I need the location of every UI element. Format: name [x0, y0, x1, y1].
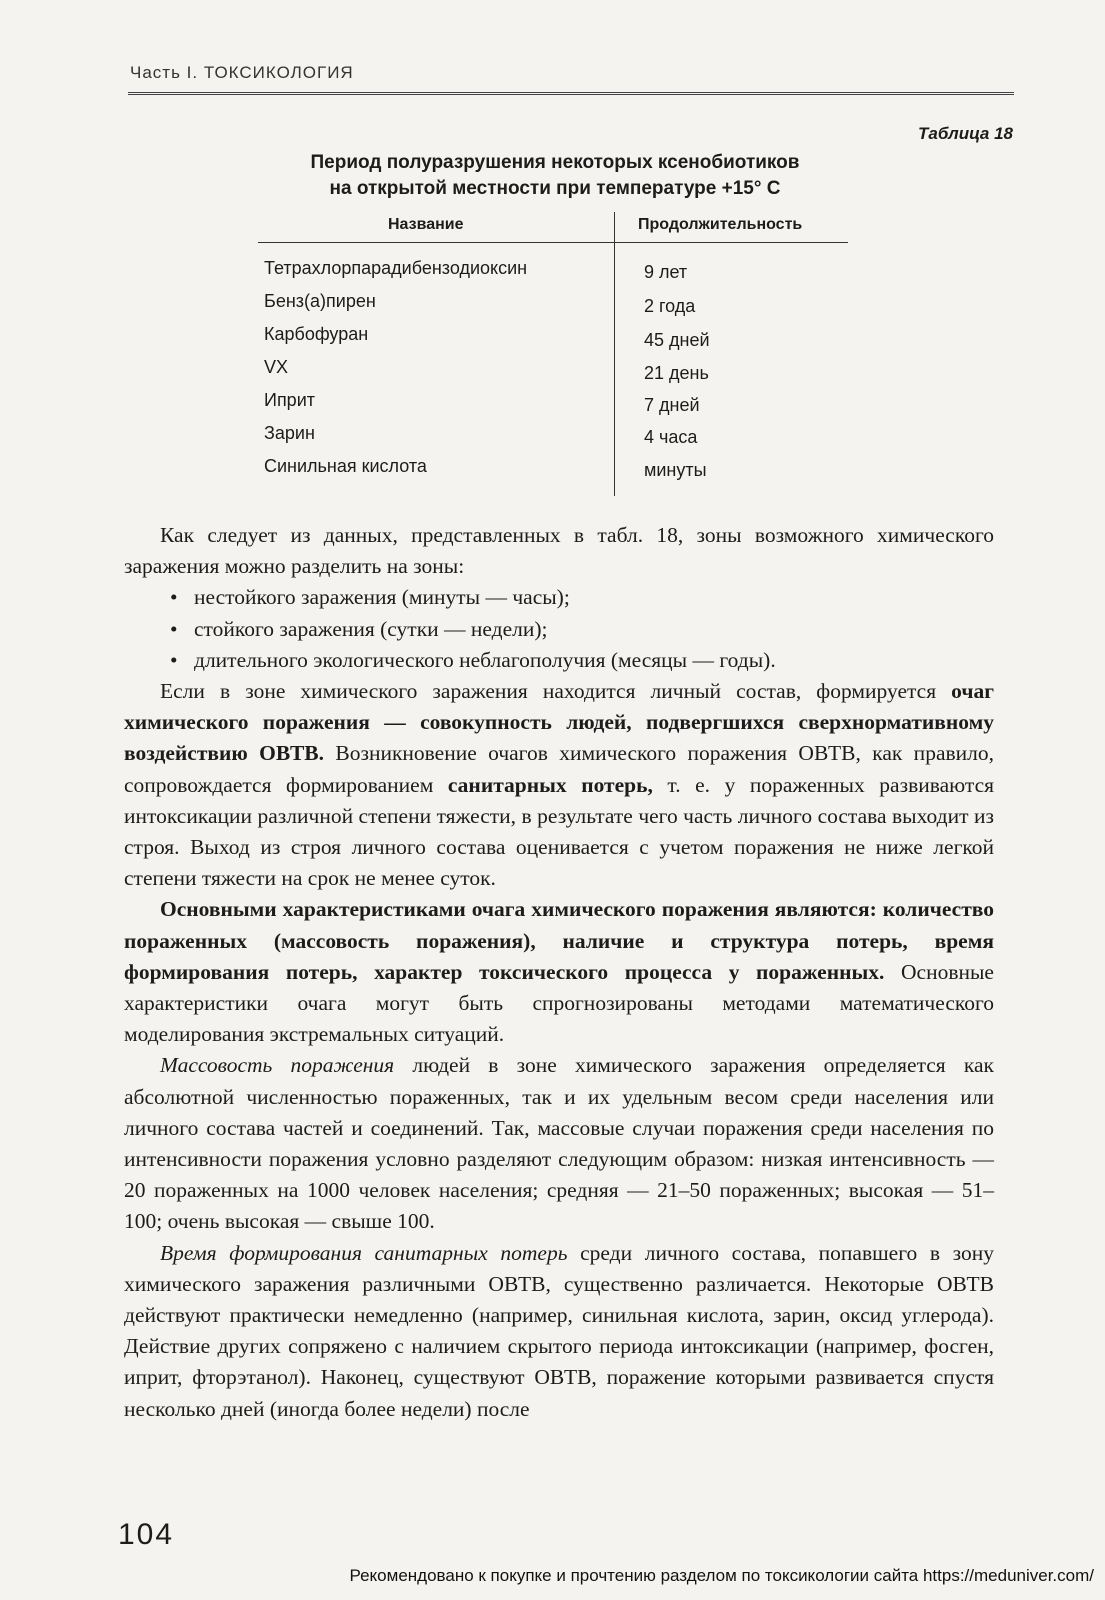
column-header-duration: Продолжительность [638, 216, 803, 233]
table-cell-name: Карбофуран [264, 324, 369, 344]
text-run: Основные характеристики очага могут быть спрогнозированы методами математического моделирования экстремальных ситуаций. [124, 959, 994, 1047]
half-life-table [258, 212, 858, 492]
table-header-rule [258, 242, 848, 243]
paragraph: Как следует из данных, представленных в табл. 18, зоны возможного химического заражения можно разделить на зоны: [124, 523, 994, 579]
list-item [124, 645, 994, 676]
table-cell-duration: 2 года [644, 296, 696, 316]
bold-term: очаг химического поражения — совокупность людей, подвергшихся сверхнормативному воздействию ОВТВ. [124, 679, 994, 766]
paragraph [124, 676, 994, 894]
text-run: людей в зоне химического заражения определяется как абсолютной численностью пораженных, так и их удельным весом среди населения или личного состава частей и соединений. Так, массовые случаи поражения среди населения по интенсивности поражения условно разделяют следующим образом: низкая интенсивность — 20 пораженных на 1000 человек населения; средняя — 21–50 пораженных; высокая — 51–100; очень высокая — свыше 100. [124, 1053, 994, 1234]
text-run: т. е. у пораженных развиваются интоксикации различной степени тяжести, в результате чего часть личного состава выходит из строя. Выход из строя личного состава оценивается с учетом поражения не ниже легкой степени тяжести на срок не менее суток. [124, 772, 995, 891]
text-run: Если в зоне химического заражения находится личный состав, формируется [160, 679, 952, 704]
table-label: Таблица 18 [918, 124, 1013, 143]
bullet-icon: • [170, 585, 178, 610]
table-cell-duration: 4 часа [644, 427, 698, 447]
body-text [124, 520, 994, 1425]
table-cell-name: Синильная кислота [264, 456, 427, 476]
table-cell-name: Зарин [264, 423, 315, 443]
running-header: Часть I. ТОКСИКОЛОГИЯ [130, 63, 354, 82]
column-header-name: Название [388, 216, 464, 233]
paragraph [124, 1238, 994, 1425]
footer-note: Рекомендовано к покупке и прочтению разделом по токсикологии сайта https://meduniver.com/ [349, 1566, 1094, 1585]
table-cell-duration: 45 дней [644, 330, 710, 350]
header-divider [128, 92, 1014, 95]
list-item-text: длительного экологического неблагополучия (месяцы — годы). [194, 647, 776, 672]
table-cell-name: Иприт [264, 390, 315, 410]
table-cell-name: VX [264, 357, 289, 377]
paragraph [124, 1050, 994, 1237]
text-run: Возникновение очагов химического поражения ОВТВ, как правило, сопровождается формированием [124, 741, 994, 797]
italic-term: Время формирования санитарных потерь [160, 1240, 568, 1265]
list-item-text: стойкого заражения (сутки — недели); [194, 616, 548, 641]
list-item [124, 614, 994, 645]
table-cell-duration: 7 дней [644, 395, 700, 415]
list-item-text: нестойкого заражения (минуты — часы); [194, 585, 570, 610]
text-run: среди личного состава, попавшего в зону химического заражения различными ОВТВ, существенно различается. Некоторые ОВТВ действуют практически немедленно (например, синильная кислота, зарин, оксид углерода). Действие других сопряжено с наличием скрытого периода интоксикации (например, фосген, иприт, фторэтанол). Наконец, существуют ОВТВ, поражение которыми развивается спустя несколько дней (иногда более недели) после [124, 1240, 994, 1421]
bold-term: Основными характеристиками очага химического поражения являются: количество пораженных (массовость поражения), наличие и структура потерь, время формирования потерь, характер токсического процесса у пораженных. [124, 897, 994, 984]
paragraph [124, 894, 994, 1050]
table-cell-duration: минуты [644, 460, 707, 480]
table-cell-duration: 9 лет [644, 262, 688, 282]
page-number: 104 [118, 1518, 175, 1551]
bold-term: санитарных потерь, [447, 772, 653, 797]
table-cell-name: Тетрахлорпарадибензодиоксин [264, 258, 528, 278]
bullet-icon: • [170, 616, 178, 641]
italic-term: Массовость поражения [160, 1053, 395, 1078]
table-title-line: Период полуразрушения некоторых ксенобиотиков [310, 152, 800, 173]
bullet-icon: • [170, 647, 178, 672]
table-column-divider [614, 212, 615, 496]
table-cell-duration: 21 день [644, 363, 709, 383]
list-item [124, 582, 994, 613]
table-title [190, 150, 920, 202]
table-title-line: на открытой местности при температуре +15° С [329, 178, 781, 199]
table-cell-name: Бенз(а)пирен [264, 291, 376, 311]
zone-list [124, 582, 994, 676]
